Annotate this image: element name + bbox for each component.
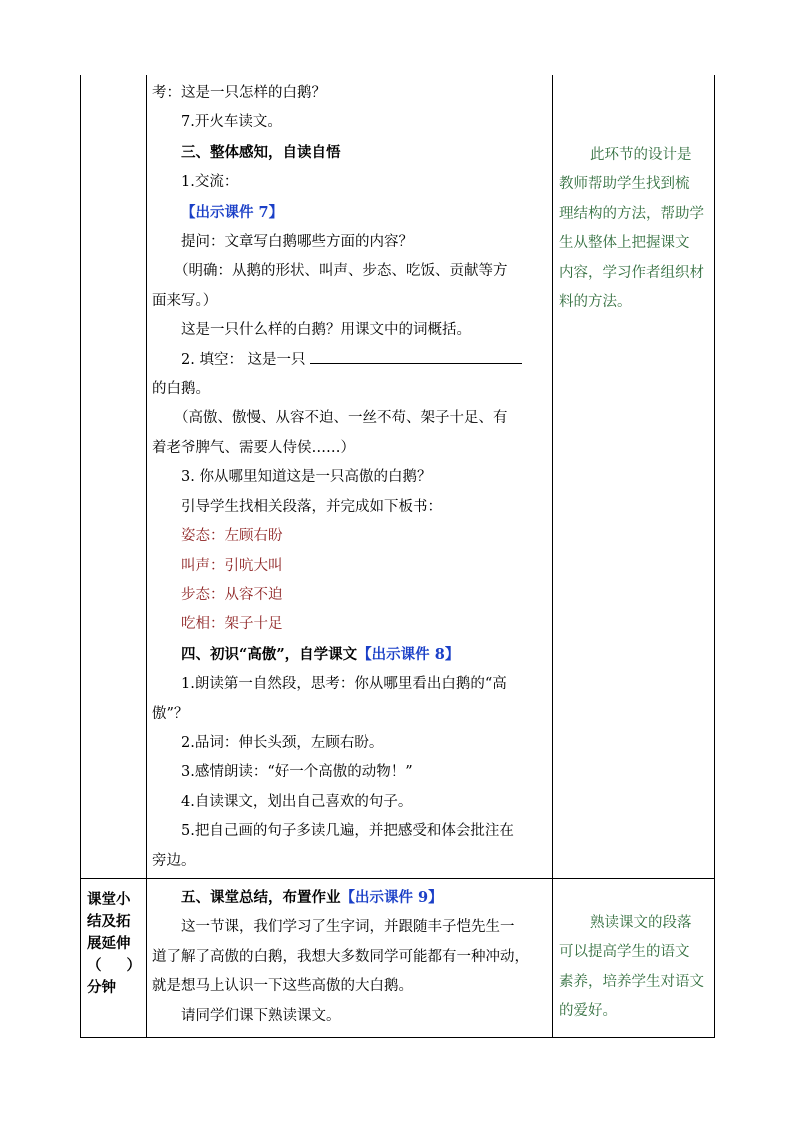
- activity-text: [152, 79, 550, 876]
- text-line: 旁边。: [152, 852, 196, 869]
- text-line: 可以提高学生的语文: [559, 944, 690, 961]
- text-line: 4.自读课文，划出自己喜欢的句子。: [181, 793, 413, 810]
- activity-content-cell: [147, 75, 553, 878]
- text-line: 道了解了高傲的白鹅，我想大多数同学可能都有一种冲动，: [152, 948, 529, 965]
- text-line: 叫声：引吭大叫: [181, 557, 283, 574]
- text-line: 吃相：架子十足: [181, 616, 283, 633]
- text-line: 提问：文章写白鹅哪些方面的内容？: [181, 234, 413, 251]
- duration-blank: （ ）: [87, 956, 141, 974]
- text-line: 7.开火车读文。: [181, 114, 282, 131]
- text-line: 着老爷脾气、需要人侍侯……）: [152, 439, 355, 456]
- text-line: 请同学们课下熟读课文。: [181, 1007, 341, 1024]
- design-note: [559, 141, 710, 317]
- text-line: 熟读课文的段落: [590, 914, 692, 931]
- text-line: 1.交流：: [181, 174, 239, 191]
- text-line: 料的方法。: [559, 294, 632, 311]
- text-line: 的白鹅。: [152, 381, 210, 398]
- text-line: 教师帮助学生找到梳: [559, 176, 690, 193]
- summary-note: [559, 909, 710, 1027]
- text-line: 素养，培养学生对语文: [559, 973, 704, 990]
- text-line: 内容，学习作者组织材: [559, 264, 704, 281]
- text-line: （高傲、傲慢、从容不迫、一丝不苟、架子十足、有: [174, 410, 508, 427]
- fill-blank-line: [310, 349, 522, 364]
- summary-row: [81, 878, 715, 1037]
- text-line: 步态：从容不迫: [181, 586, 283, 603]
- activity-row: [81, 75, 715, 878]
- lesson-plan-table: [80, 75, 715, 1038]
- summary-label: 课堂小 结及拓 展延伸 （ ） 分钟: [87, 890, 141, 996]
- summary-note-cell: [553, 878, 715, 1037]
- text-line: 生从整体上把握课文: [559, 235, 690, 252]
- text-line: 引导学生找相关段落，并完成如下板书：: [181, 498, 442, 515]
- text-line: 面来写。）: [152, 292, 218, 309]
- text-line: 3. 你从哪里知道这是一只高傲的白鹅？: [181, 469, 432, 486]
- text-line: 傲”？: [152, 705, 189, 722]
- text-line: 2.品词：伸长头颈，左顾右盼。: [181, 734, 384, 751]
- design-note-cell: [553, 75, 715, 878]
- text-line: 2. 填空： 这是一只: [152, 346, 550, 375]
- text-line: 五、课堂总结，布置作业【出示课件 9】: [181, 888, 443, 906]
- text-line: （明确：从鹅的形状、叫声、步态、吃饭、贡献等方: [174, 263, 508, 280]
- text-line: 的爱好。: [559, 1003, 617, 1020]
- text-line: 1.朗读第一自然段，思考：你从哪里看出白鹅的“高: [181, 676, 507, 693]
- text-line: 此环节的设计是: [590, 147, 692, 163]
- courseware-tag: 【出示课件 8】: [357, 645, 460, 663]
- text-line: 【出示课件 7】: [181, 203, 284, 221]
- text-line: 这是一只什么样的白鹅？用课文中的词概括。: [181, 322, 471, 339]
- text-line: 三、整体感知，自读自悟: [181, 143, 341, 161]
- text-line: 四、初识“高傲”，自学课文【出示课件 8】: [181, 645, 460, 663]
- text-line: 3.感情朗读：“好一个高傲的动物！”: [181, 764, 413, 781]
- summary-content-cell: [147, 878, 553, 1037]
- text-line: 就是想马上认识一下这些高傲的大白鹅。: [152, 978, 413, 995]
- summary-text: [152, 883, 550, 1031]
- text-line: 理结构的方法，帮助学: [559, 205, 704, 222]
- text-line: 5.把自己画的句子多读几遍，并把感受和体会批注在: [181, 823, 514, 840]
- courseware-tag: 【出示课件 9】: [340, 888, 443, 906]
- text-line: 这一节课，我们学习了生字词，并跟随丰子恺先生一: [181, 919, 515, 936]
- summary-label-cell: [81, 878, 147, 1037]
- text-line: 姿态：左顾右盼: [181, 528, 283, 545]
- text-line: 考：这是一只怎样的白鹅？: [152, 85, 326, 101]
- side-label-cell: [81, 75, 147, 878]
